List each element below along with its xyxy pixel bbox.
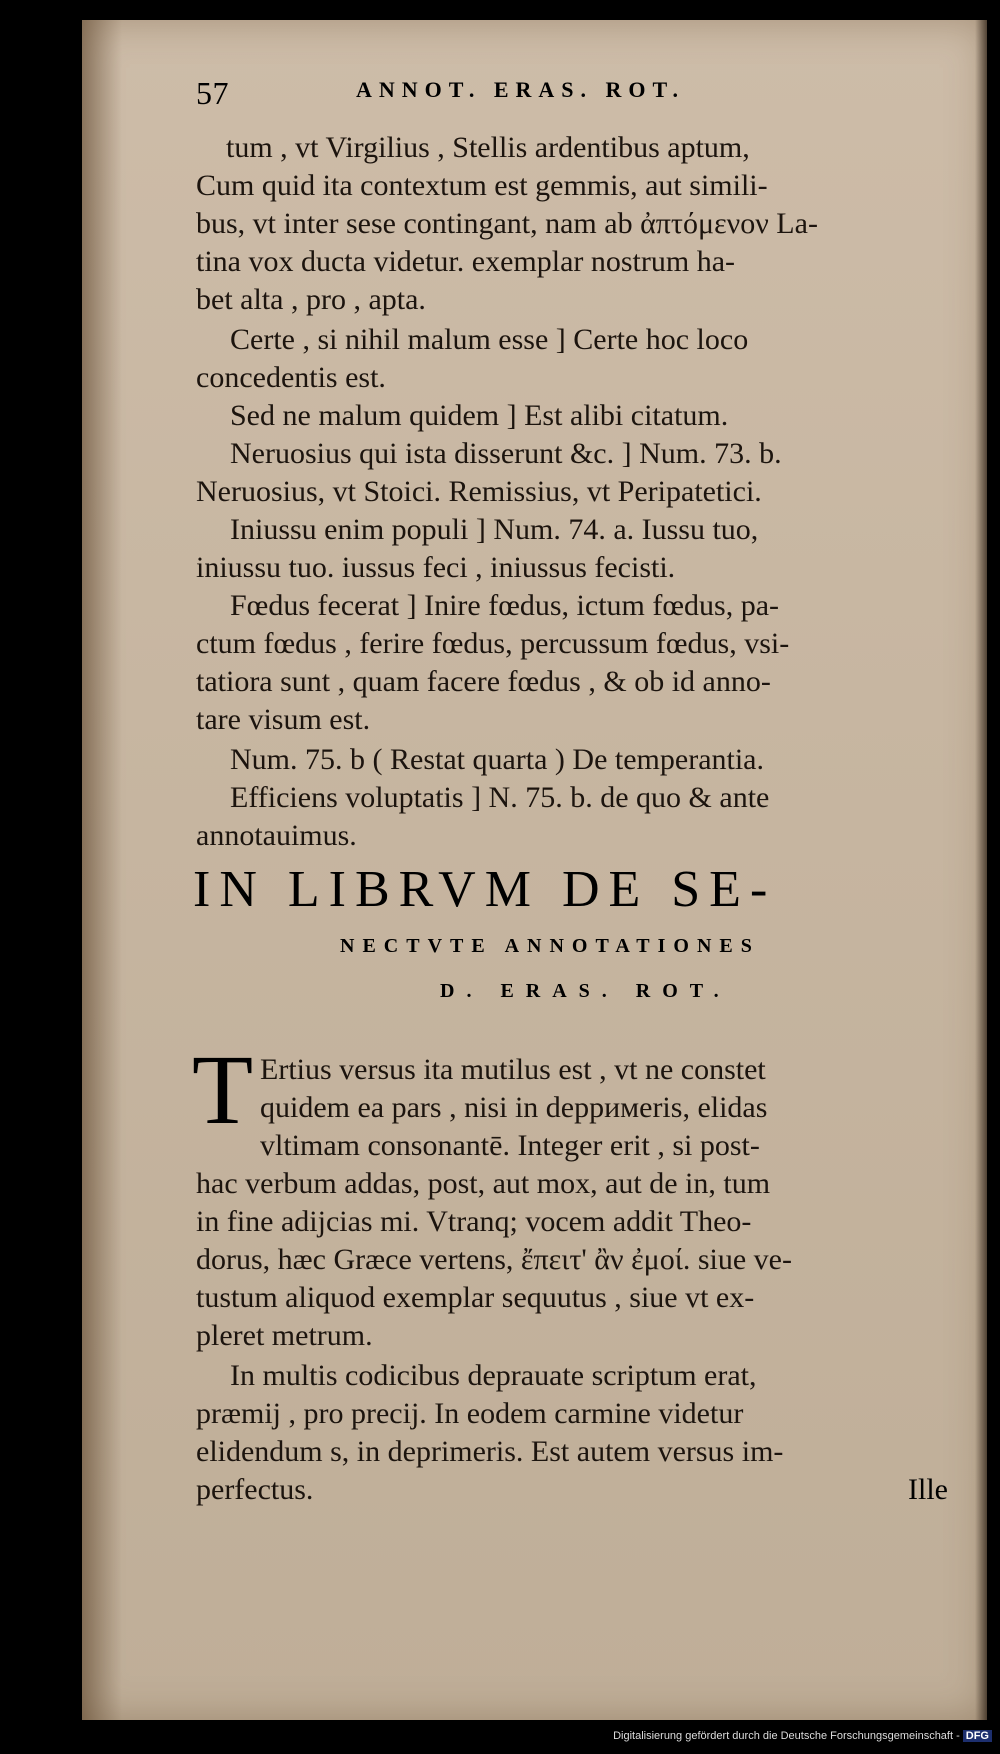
text-line: iniussu tuo. iussus feci , iniussus fecisti. [196,551,676,584]
text-line: præmij , pro precij. In eodem carmine videtur [196,1397,744,1430]
text-line: In multis codicibus deprauate scriptum erat, [230,1359,757,1392]
text-line: Ertius versus ita mutilus est , vt ne constet [260,1053,766,1086]
text-line: elidendum s, in deprimeris. Est autem versus im- [196,1435,784,1468]
text-line: Neruosius qui ista disserunt &c. ] Num. 73. b. [230,437,782,470]
text-line: tustum aliquod exemplar sequutus , siue vt ex- [196,1281,755,1314]
text-line: quidem ea pars , nisi in depримeris, elidas [260,1091,768,1124]
text-line: perfectus. [196,1473,314,1506]
section-subheading: NECTVTE ANNOTATIONES [340,935,760,957]
credit-text: Digitalisierung gefördert durch die Deutsche Forschungsgemeinschaft - [613,1730,960,1742]
text-line: Cum quid ita contextum est gemmis, aut simili- [196,169,768,202]
text-line: tum , vt Virgilius , Stellis ardentibus aptum, [226,131,750,164]
text-line: vltimam consonantē. Integer erit , si post- [260,1129,760,1162]
text-line: Neruosius, vt Stoici. Remissius, vt Peripatetici. [196,475,762,508]
drop-cap: T [192,1034,254,1145]
page-number: 57 [196,75,229,111]
dfg-logo: DFG [963,1730,992,1742]
text-line: bet alta , pro , apta. [196,283,426,316]
text-line: Certe , si nihil malum esse ] Certe hoc loco [230,323,749,356]
section-heading: IN LIBRVM DE SE- [193,861,777,918]
text-line: pleret metrum. [196,1319,373,1352]
text-line: Efficiens voluptatis ] N. 75. b. de quo & ante [230,781,770,814]
digitization-credit [613,1730,992,1742]
text-line: annotauimus. [196,819,357,852]
running-header [196,75,906,112]
text-line: bus, vt inter sese contingant, nam ab ἀπτόμενον La- [196,207,818,240]
text-line: ctum fœdus , ferire fœdus, percussum fœdus, vsi- [196,627,790,660]
page-edge-shadow [975,20,987,1720]
text-line: Sed ne malum quidem ] Est alibi citatum. [230,399,729,432]
text-line: dorus, hæc Græce vertens, ἔπειτ' ἂν ἐμοί. siue ve- [196,1243,792,1276]
section-author: D. ERAS. ROT. [440,980,731,1002]
text-line: hac verbum addas, post, aut mox, aut de in, tum [196,1167,771,1200]
text-line: concedentis est. [196,361,386,394]
text-line: Num. 75. b ( Restat quarta ) De temperantia. [230,743,764,776]
text-line: tatiora sunt , quam facere fœdus , & ob id anno- [196,665,771,698]
text-line: in fine adijcias mi. Vtranq; vocem addit Theo- [196,1205,752,1238]
running-title: ANNOT. ERAS. ROT. [356,77,686,102]
text-line: tina vox ducta videtur. exemplar nostrum ha- [196,245,736,278]
catchword: Ille [908,1473,948,1506]
text-line: Fœdus fecerat ] Inire fœdus, ictum fœdus, pa- [230,589,780,622]
text-line: tare visum est. [196,703,371,736]
text-line: Iniussu enim populi ] Num. 74. a. Iussu tuo, [230,513,759,546]
